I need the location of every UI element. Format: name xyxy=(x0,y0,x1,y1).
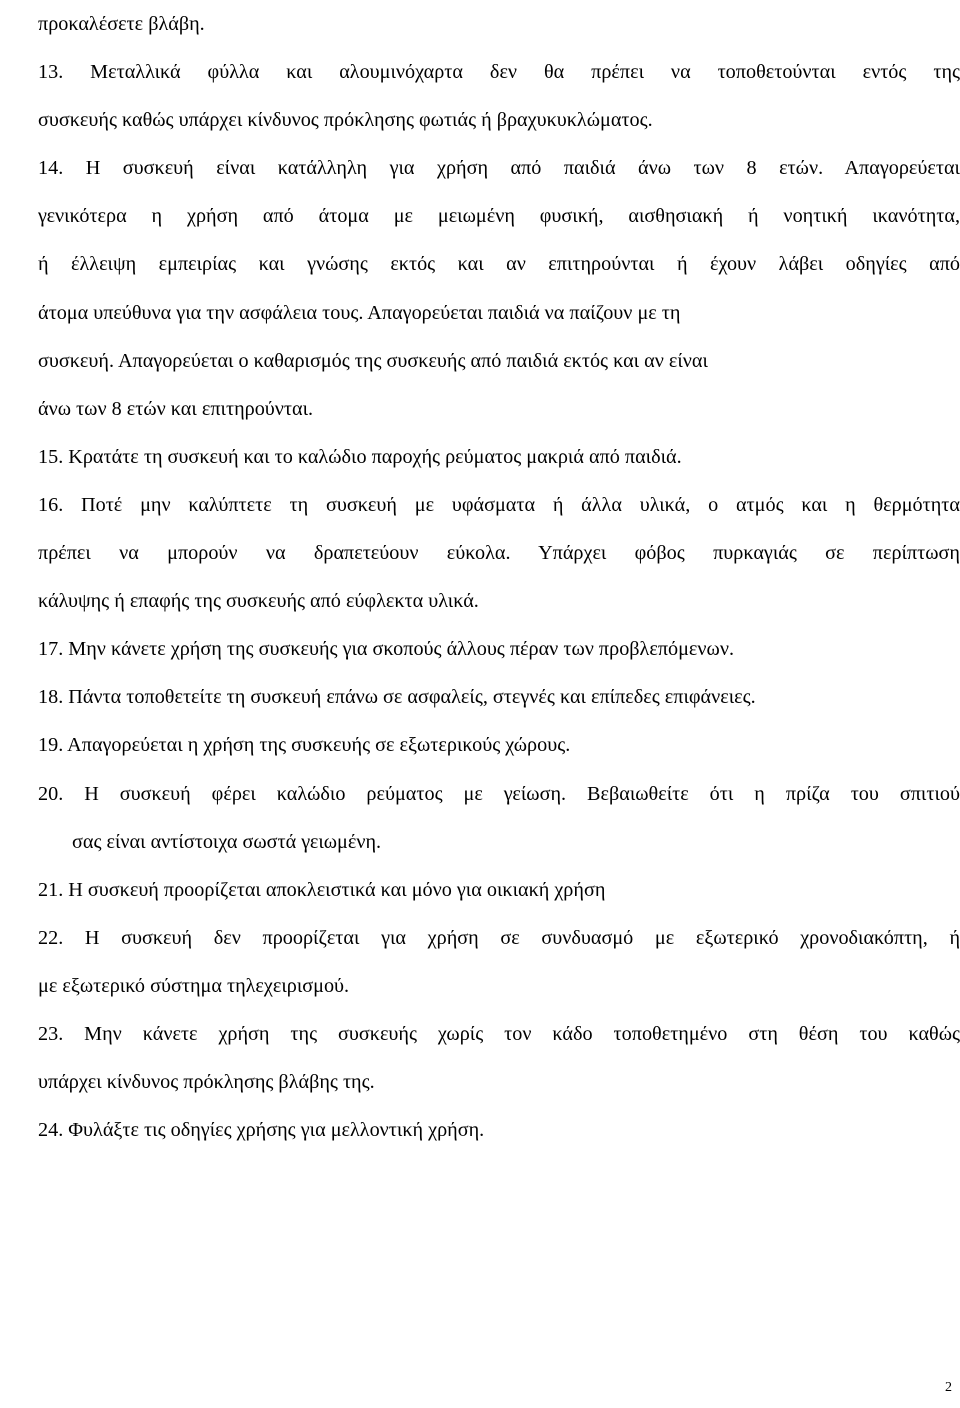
text-line: ή έλλειψη εμπειρίας και γνώσης εκτός και αν επιτηρούνται ή έχουν λάβει οδηγίες από xyxy=(38,253,960,276)
text-line: 14. Η συσκευή είναι κατάλληλη για χρήση από παιδιά άνω των 8 ετών. Απαγορεύεται xyxy=(38,157,960,180)
text-line: άνω των 8 ετών και επιτηρούνται. xyxy=(38,397,314,420)
page-number: 2 xyxy=(945,1380,952,1395)
text-line: 17. Μην κάνετε χρήση της συσκευής για σκοπούς άλλους πέραν των προβλεπόμενων. xyxy=(38,638,734,661)
text-line: 23. Μην κάνετε χρήση της συσκευής χωρίς τον κάδο τοποθετημένο στη θέση του καθώς xyxy=(38,1022,960,1045)
text-line: πρέπει να μπορούν να δραπετεύουν εύκολα. Υπάρχει φόβος πυρκαγιάς σε περίπτωση xyxy=(38,542,960,565)
text-line: 13. Μεταλλικά φύλλα και αλουμινόχαρτα δεν θα πρέπει να τοποθετούνται εντός της xyxy=(38,61,960,84)
text-line: γενικότερα η χρήση από άτομα με μειωμένη φυσική, αισθησιακή ή νοητική ικανότητα, xyxy=(38,205,960,228)
text-line: 20. Η συσκευή φέρει καλώδιο ρεύματος με γείωση. Βεβαιωθείτε ότι η πρίζα του σπιτιού xyxy=(38,782,960,805)
document-text xyxy=(38,0,960,1154)
text-line: με εξωτερικό σύστημα τηλεχειρισμού. xyxy=(38,974,350,997)
text-line: 19. Απαγορεύεται η χρήση της συσκευής σε εξωτερικούς χώρους. xyxy=(38,734,571,757)
text-line: 16. Ποτέ μην καλύπτετε τη συσκευή με υφάσματα ή άλλα υλικά, ο ατμός και η θερμότητα xyxy=(38,493,960,516)
text-line: σας είναι αντίστοιχα σωστά γειωμένη. xyxy=(72,830,382,853)
text-line: άτομα υπεύθυνα για την ασφάλεια τους. Απαγορεύεται παιδιά να παίζουν με τη xyxy=(38,301,681,324)
text-line: συσκευής καθώς υπάρχει κίνδυνος πρόκλησης φωτιάς ή βραχυκυκλώματος. xyxy=(38,109,653,132)
text-line: προκαλέσετε βλάβη. xyxy=(38,13,205,35)
text-line: 15. Κρατάτε τη συσκευή και το καλώδιο παροχής ρεύματος μακριά από παιδιά. xyxy=(38,445,682,468)
text-line: 24. Φυλάξτε τις οδηγίες χρήσης για μελλοντική χρήση. xyxy=(38,1119,485,1142)
text-line: υπάρχει κίνδυνος πρόκλησης βλάβης της. xyxy=(38,1071,375,1094)
text-line: 21. Η συσκευή προορίζεται αποκλειστικά και μόνο για οικιακή χρήση xyxy=(38,878,606,901)
text-line: 22. Η συσκευή δεν προορίζεται για χρήση σε συνδυασμό με εξωτερικό χρονοδιακόπτη, ή xyxy=(38,926,960,949)
text-line: 18. Πάντα τοποθετείτε τη συσκευή επάνω σε ασφαλείς, στεγνές και επίπεδες επιφάνειες. xyxy=(38,686,756,709)
text-line: συσκευή. Απαγορεύεται ο καθαρισμός της συσκευής από παιδιά εκτός και αν είναι xyxy=(38,349,708,372)
text-line: κάλυψης ή επαφής της συσκευής από εύφλεκτα υλικά. xyxy=(38,590,479,613)
